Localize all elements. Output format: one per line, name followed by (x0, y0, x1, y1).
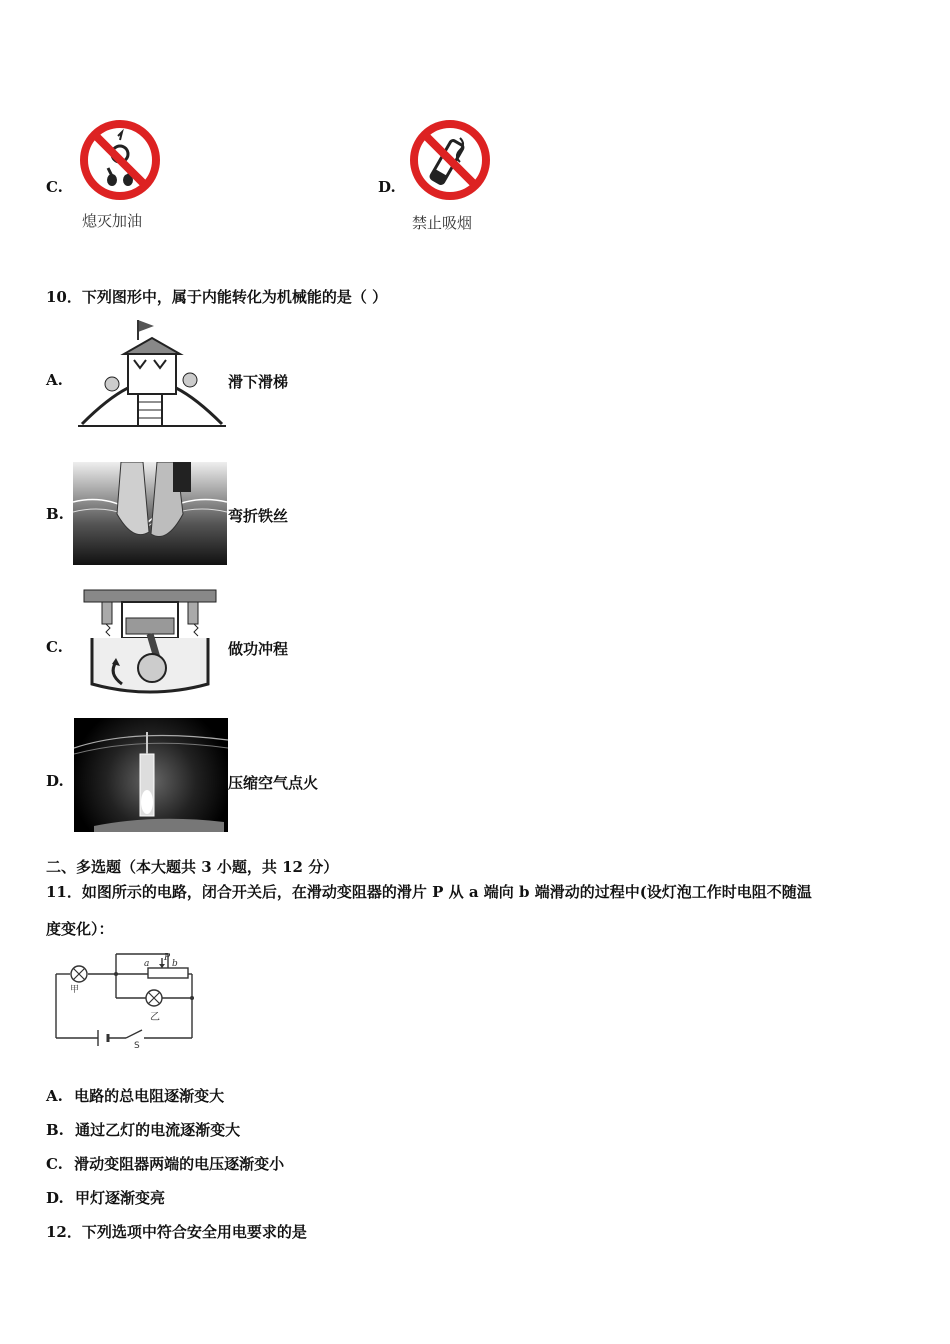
q10-option-a-text: 滑下滑梯 (228, 373, 289, 391)
q11-option-a-text: 电路的总电阻逐渐变大 (74, 1087, 225, 1105)
no-fire-refuel-sign-icon (78, 118, 164, 202)
no-smoking-sign-icon (408, 118, 494, 202)
section-2-heading: 二、多选题（本大题共 3 小题，共 12 分） (46, 858, 339, 876)
q11-option-a-label: A. (46, 1087, 63, 1105)
q11-option-d-text: 甲灯逐渐变亮 (74, 1189, 165, 1207)
q11-option-b-text: 通过乙灯的电流逐渐变大 (75, 1121, 241, 1139)
q10-option-d-label: D. (46, 772, 64, 790)
q10-option-a-label: A. (46, 371, 63, 389)
circuit-label-p: P (164, 953, 171, 963)
circuit-label-lamp2: 乙 (150, 1012, 160, 1023)
q10-option-b-text: 弯折铁丝 (228, 507, 289, 525)
q9-option-c-caption: 熄灭加油 (82, 212, 143, 230)
q11-option-c-text: 滑动变阻器两端的电压逐渐变小 (74, 1155, 285, 1173)
fire-syringe-image (74, 718, 228, 832)
q11-option-c-label: C. (46, 1155, 63, 1173)
q9-option-c-label: C. (46, 178, 63, 196)
circuit-label-switch: S (134, 1041, 140, 1050)
q10-option-b-label: B. (46, 505, 64, 523)
q10-option-d-text: 压缩空气点火 (228, 774, 319, 792)
playground-slide-image (78, 318, 226, 428)
q11-option-b (46, 1119, 240, 1140)
circuit-label-a: a (144, 959, 150, 969)
engine-power-stroke-image (82, 588, 218, 696)
q12-stem: 12．下列选项中符合安全用电要求的是 (46, 1223, 307, 1241)
q11-option-d-label: D. (46, 1189, 64, 1207)
q10-stem: 10．下列图形中，属于内能转化为机械能的是（ ） (46, 288, 388, 306)
q10-option-c-text: 做功冲程 (228, 640, 289, 658)
q10-option-c-label: C. (46, 638, 63, 656)
q11-option-c (46, 1153, 284, 1174)
q9-option-d-label: D. (378, 178, 396, 196)
q11-option-a (46, 1085, 224, 1106)
q9-option-d-caption: 禁止吸烟 (412, 214, 473, 232)
q11-stem-line2: 度变化）： (46, 920, 114, 938)
circuit-diagram (50, 948, 198, 1050)
bending-wire-image (73, 462, 227, 565)
q11-option-b-label: B. (46, 1121, 64, 1139)
circuit-label-b: b (172, 959, 178, 969)
q11-stem-line1: 11．如图所示的电路，闭合开关后，在滑动变阻器的滑片 P 从 a 端向 b 端滑动的过程中(设灯泡工作时电阻不随温 (46, 883, 812, 901)
q11-option-d (46, 1187, 165, 1208)
circuit-label-lamp1: 甲 (70, 985, 80, 995)
